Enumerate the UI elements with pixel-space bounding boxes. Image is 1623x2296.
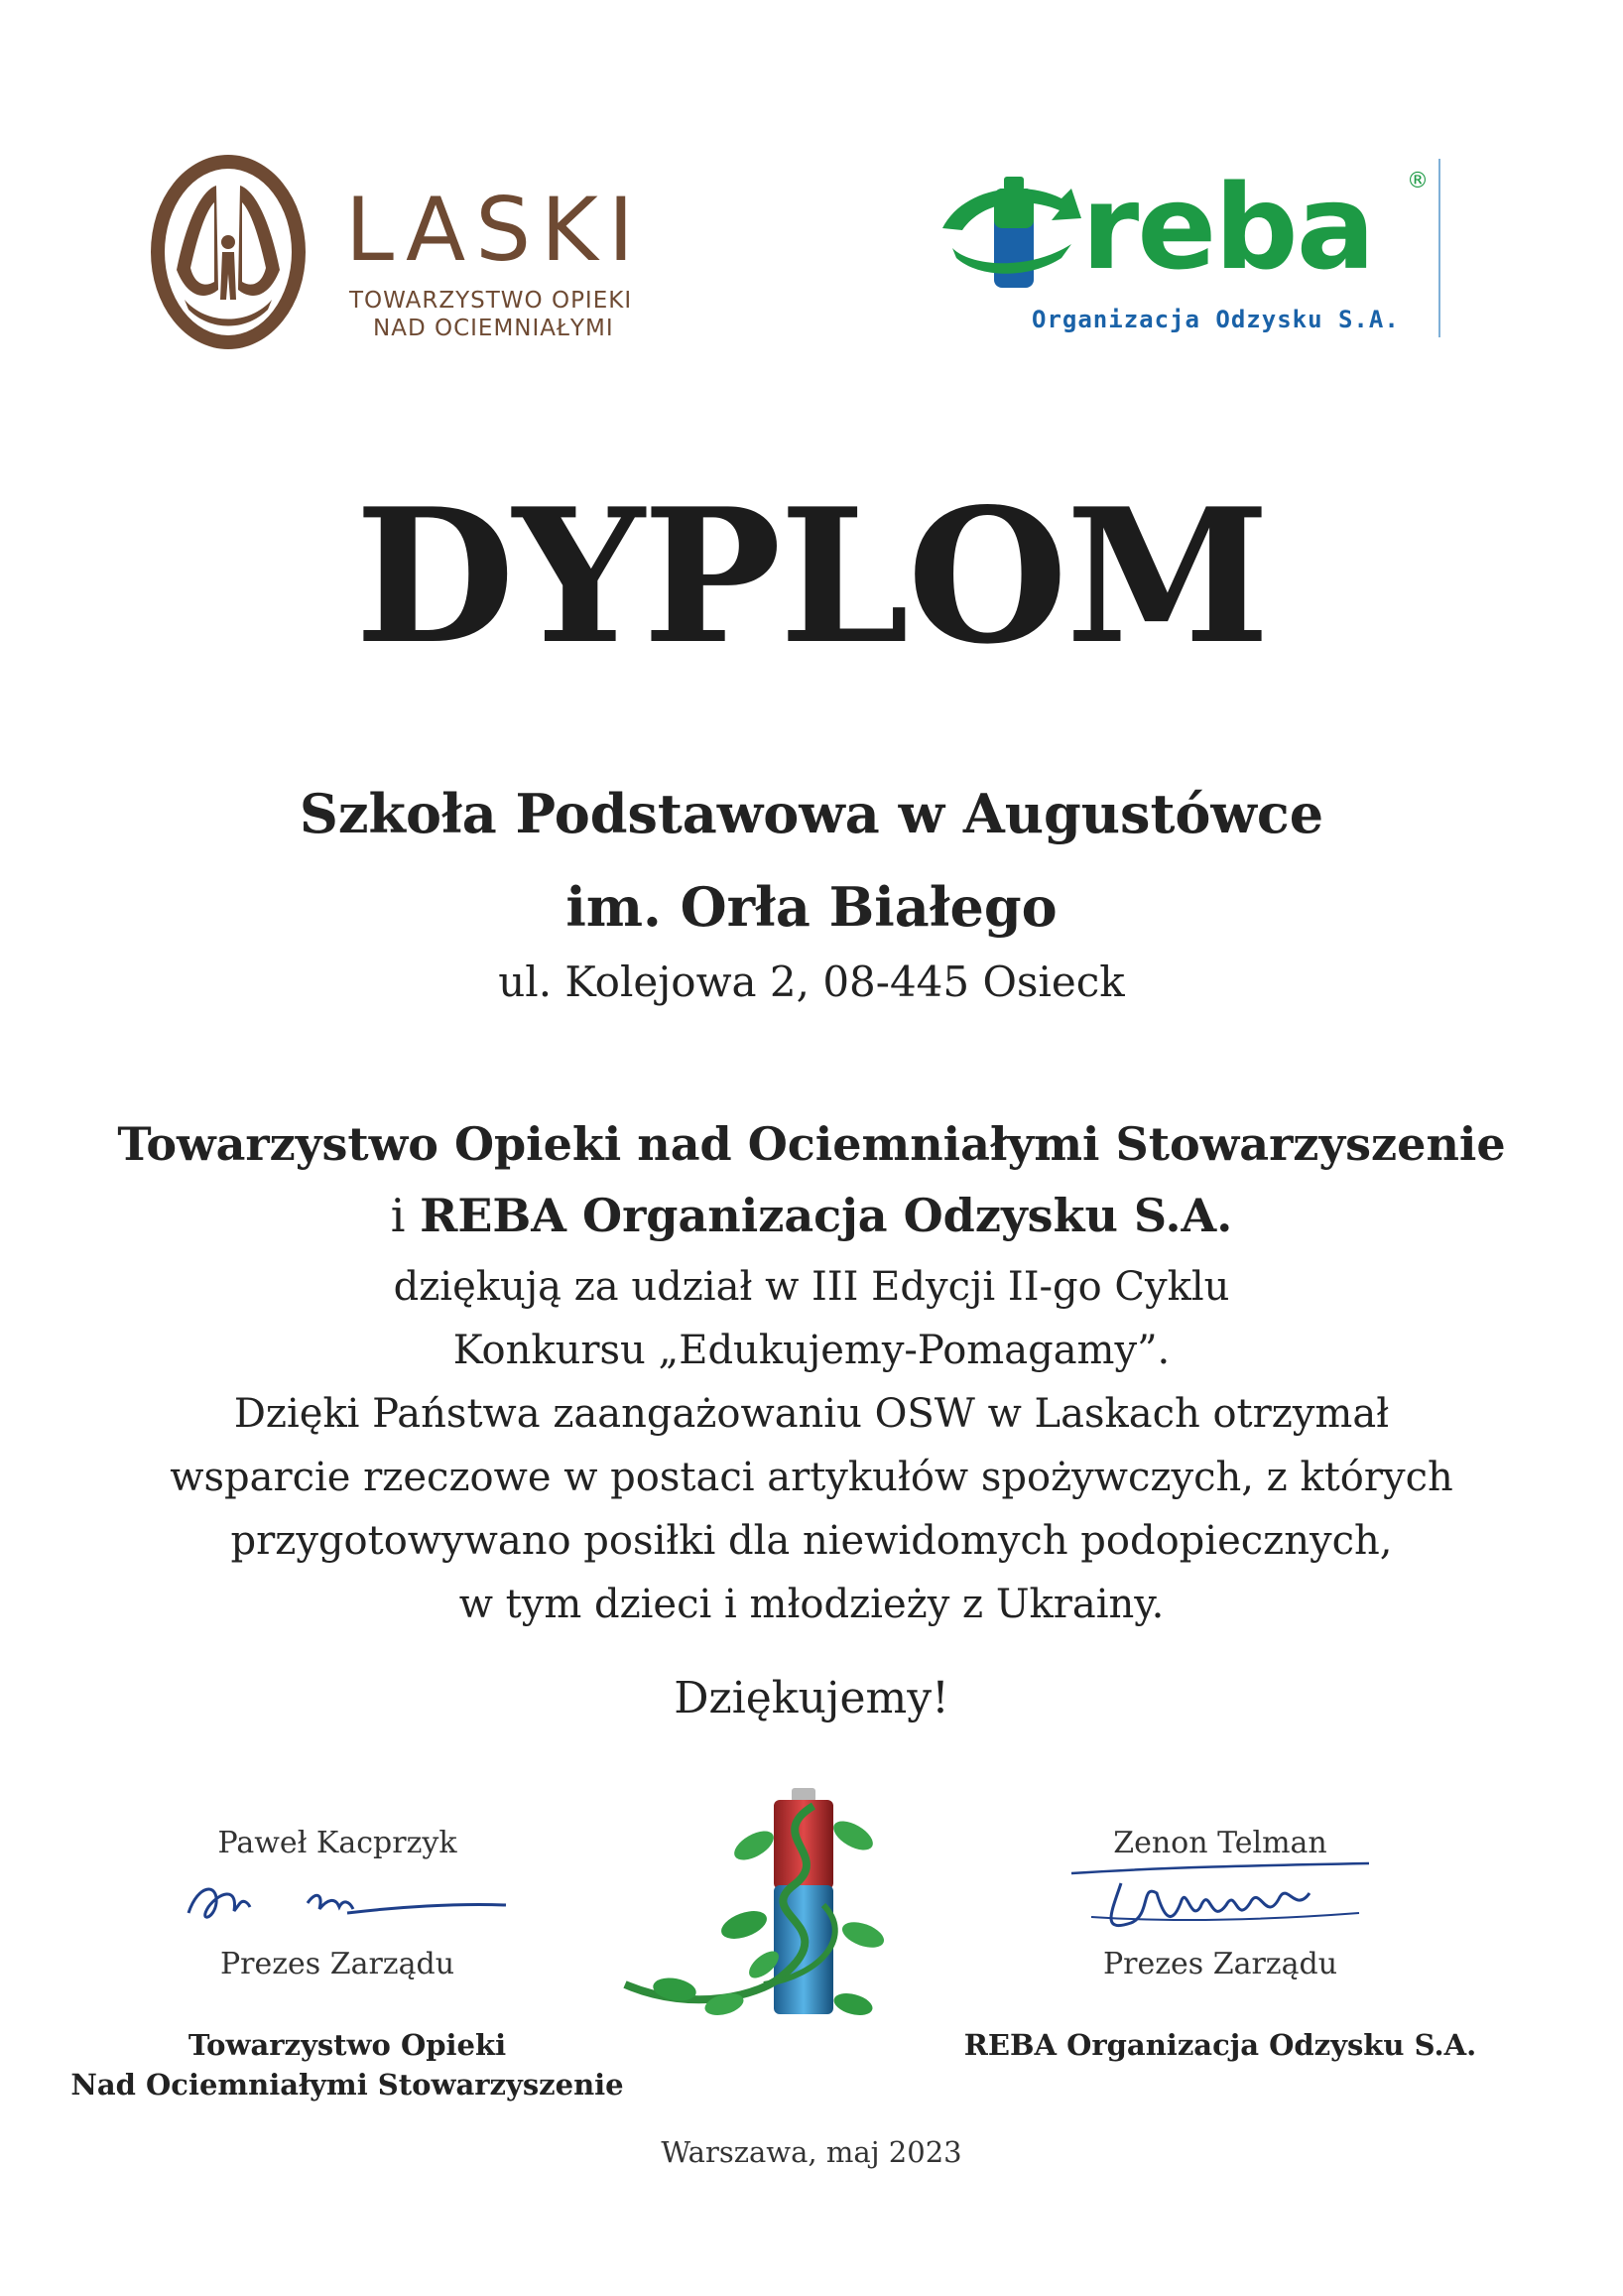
conjunction: i <box>390 1189 421 1242</box>
organization-line1: Towarzystwo Opieki nad Ociemniałymi Stowarzyszenie <box>117 1117 1506 1171</box>
left-signer-org-line2: Nad Ociemniałymi Stowarzyszenie <box>70 2068 624 2102</box>
reba-subtitle: Organizacja Odzysku S.A. <box>1032 306 1400 333</box>
reba-logo <box>933 159 1448 347</box>
body-line: w tym dzieci i młodzieży z Ukrainy. <box>458 1582 1165 1627</box>
body-line: przygotowywano posiłki dla niewidomych podopiecznych, <box>230 1518 1393 1564</box>
recipient-name: Szkoła Podstawowa w Augustówce <box>299 782 1324 845</box>
organization-reba: REBA Organizacja Odzysku S.A. <box>420 1189 1233 1242</box>
page-title: DYPLOM <box>354 467 1269 685</box>
recipient-patron: im. Orła Białego <box>565 875 1058 939</box>
right-signer-role: Prezes Zarządu <box>1102 1947 1338 1981</box>
organization-line2 <box>0 1189 1623 1242</box>
handwritten-signature-right <box>1061 1853 1379 1943</box>
right-signer-name: Zenon Telman <box>1113 1826 1327 1860</box>
reba-wordmark: reba <box>1081 159 1374 296</box>
battery-vine-illustration-icon <box>615 1776 942 2044</box>
thank-you-text: Dziękujemy! <box>674 1673 949 1723</box>
body-line: Dzięki Państwa zaangażowaniu OSW w Laskach otrzymał <box>233 1391 1390 1437</box>
laski-subtitle-line1: TOWARZYSTWO OPIEKI <box>349 288 633 314</box>
body-line: dziękują za udział w III Edycji II-go Cyklu <box>393 1264 1230 1310</box>
left-signer-name: Paweł Kacprzyk <box>217 1826 457 1860</box>
registered-mark: ® <box>1407 169 1429 193</box>
right-signer-org: REBA Organizacja Odzysku S.A. <box>963 2028 1477 2062</box>
left-signer-role: Prezes Zarządu <box>219 1947 455 1981</box>
hands-emblem-icon <box>147 151 310 353</box>
left-signer-org-line1: Towarzystwo Opieki <box>187 2028 507 2062</box>
laski-logo <box>147 151 683 359</box>
body-line: wsparcie rzeczowe w postaci artykułów spożywczych, z których <box>170 1455 1453 1500</box>
reba-divider <box>1438 159 1440 337</box>
body-line: Konkursu „Edukujemy-Pomagamy”. <box>452 1328 1171 1373</box>
handwritten-signature-left <box>179 1863 516 1943</box>
place-and-date: Warszawa, maj 2023 <box>661 2135 962 2169</box>
battery-recycle-icon <box>933 159 1091 298</box>
laski-wordmark: LASKI <box>345 179 644 281</box>
laski-subtitle-line2: NAD OCIEMNIAŁYMI <box>373 316 614 341</box>
recipient-address: ul. Kolejowa 2, 08-445 Osieck <box>498 957 1125 1006</box>
